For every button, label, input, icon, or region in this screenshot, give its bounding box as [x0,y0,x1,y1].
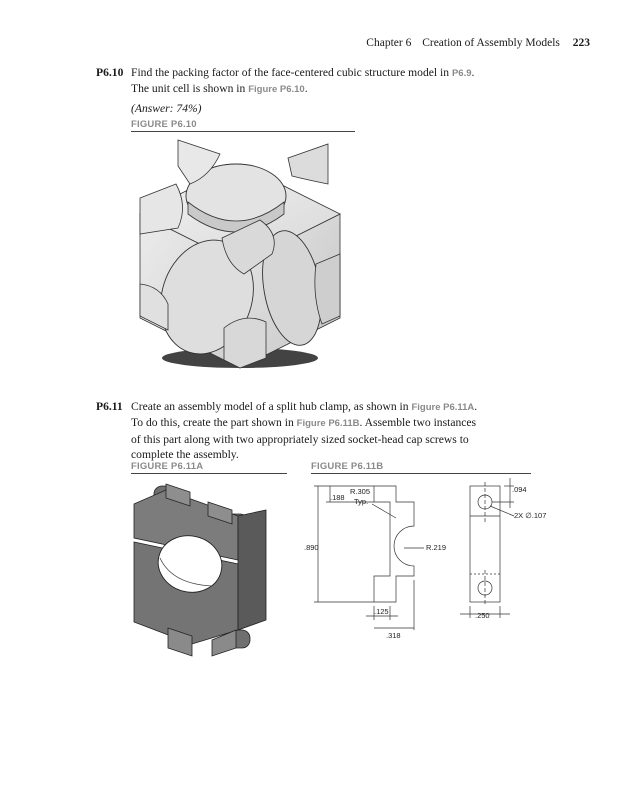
problem-number: P6.10 [96,66,124,79]
problem-line [131,415,571,431]
leader-r305 [372,504,396,518]
split-hub-dimensioned-drawing [300,478,560,643]
figure-caption-p6-10: FIGURE P6.10 [131,119,197,130]
corner-sphere-front-bottom [224,318,266,368]
dim-text-r219: R.219 [426,543,447,552]
text-run: . [471,66,475,79]
figure-reference: Figure P6.11A [411,402,475,413]
corner-sphere-top-left [140,184,183,234]
problem-number: P6.11 [96,400,123,413]
problem-line [131,399,571,415]
figure-reference: Figure P6.10 [248,84,305,96]
figure-reference: P6.9 [451,68,472,79]
text-run: . [474,400,478,413]
split-hub-clamp-illustration [128,480,276,660]
figure-caption-p6-11a: FIGURE P6.11A [131,461,204,472]
dim-text-hole-callout: 2X ∅.107 [514,511,547,520]
figure-caption-rule [311,473,531,474]
problem-line: complete the assembly. [131,448,239,462]
problem-text [131,399,571,463]
clamp-side-face [238,510,266,630]
figure-caption-rule [131,131,355,132]
page-number: 223 [572,37,590,49]
dim-text-125: .125 [374,607,389,616]
problem-p6-11 [96,399,596,463]
text-run: . Assemble two instances [359,416,477,430]
fcc-unit-cell-illustration [132,136,352,374]
text-run: Find the packing factor of the face-centered cubic structure model in [131,66,452,79]
dim-text-318: .318 [386,631,401,640]
problem-line [131,81,571,97]
dim-text-typ: Typ. [354,497,369,506]
figure-caption-p6-11b: FIGURE P6.11B [311,461,384,472]
figure-reference: Figure P6.11B [296,418,360,430]
corner-sphere-top-right [288,144,328,184]
problem-line [131,65,571,81]
front-view-outline [374,486,414,602]
problem-p6-10 [96,65,596,115]
dim-text-188: .188 [330,493,345,502]
text-run: Create an assembly model of a split hub clamp, as shown in [131,400,412,413]
corner-sphere-bottom-right [315,254,340,324]
running-header [366,37,590,49]
text-run: The unit cell is shown in [131,82,249,96]
problem-text [131,65,571,116]
text-run: To do this, create the part shown in [131,416,297,430]
chapter-title: Creation of Assembly Models [422,37,560,49]
answer-text: (Answer: 74%) [131,101,202,115]
text-run: . [304,82,308,96]
problem-line: of this part along with two appropriately sized socket-head cap screws to [131,432,469,446]
figure-caption-rule [131,473,287,474]
leader-hole [490,506,514,516]
dim-text-094: .094 [512,485,527,494]
chapter-label: Chapter 6 [366,37,412,49]
dim-text-250: .250 [475,611,490,620]
dim-text-890: .890 [304,543,319,552]
dim-text-r305: R.305 [350,487,371,496]
